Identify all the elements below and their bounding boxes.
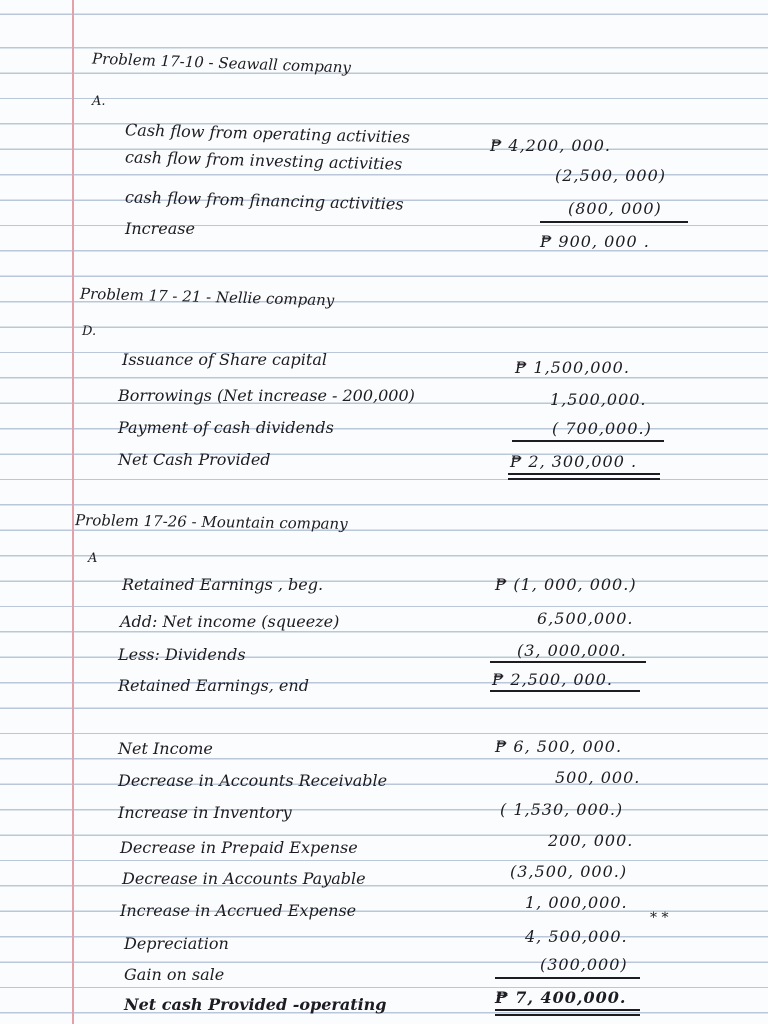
row-label: Depreciation xyxy=(124,934,229,953)
double-underline xyxy=(495,1009,640,1011)
double-underline xyxy=(490,690,640,692)
row-amount: 4, 500,000. xyxy=(525,927,628,946)
row-amount: 500, 000. xyxy=(555,768,641,787)
row-label: Increase xyxy=(125,219,195,238)
asterisk-annotation: * * xyxy=(650,910,669,926)
row-amount: 6,500,000. xyxy=(537,609,634,628)
problem-heading-17-10: Problem 17-10 - Seawall company xyxy=(91,49,352,77)
row-label: cash flow from investing activities xyxy=(124,147,403,174)
row-label: cash flow from financing activities xyxy=(124,187,404,214)
problem-heading-17-21: Problem 17 - 21 - Nellie company xyxy=(79,284,335,310)
row-amount: ( 700,000.) xyxy=(552,419,652,438)
row-label: Decrease in Prepaid Expense xyxy=(120,838,358,857)
row-amount: 200, 000. xyxy=(548,831,634,850)
total-underline xyxy=(512,440,664,442)
section-letter: A. xyxy=(92,94,106,109)
row-amount: ₱ 6, 500, 000. xyxy=(495,737,623,756)
row-amount: ₱ 1,500,000. xyxy=(515,358,630,377)
problem-heading-17-26: Problem 17-26 - Mountain company xyxy=(74,511,348,533)
total-underline xyxy=(540,221,688,223)
row-label: Net Cash Provided xyxy=(118,450,271,469)
row-label: Increase in Accrued Expense xyxy=(120,901,357,920)
row-label: Retained Earnings, end xyxy=(118,676,309,695)
row-label: Borrowings (Net increase - 200,000) xyxy=(118,386,415,405)
row-label: Issuance of Share capital xyxy=(122,350,327,369)
row-amount: ₱ 2,500, 000. xyxy=(492,670,613,689)
row-label: Less: Dividends xyxy=(118,645,246,664)
row-amount: ₱ 2, 300,000 . xyxy=(510,452,638,471)
row-amount: (800, 000) xyxy=(568,199,662,218)
row-label: Payment of cash dividends xyxy=(118,418,334,437)
row-amount: (300,000) xyxy=(540,955,628,974)
double-underline xyxy=(508,478,660,480)
row-amount: (2,500, 000) xyxy=(555,166,666,185)
margin-line xyxy=(72,0,74,1024)
row-amount: 1, 000,000. xyxy=(525,893,628,912)
row-amount: ( 1,530, 000.) xyxy=(500,800,624,819)
row-amount: ₱ 7, 400,000. xyxy=(495,988,627,1007)
section-letter: D. xyxy=(82,324,97,339)
row-label: Gain on sale xyxy=(124,965,225,984)
section-letter: A xyxy=(88,551,98,566)
row-label: Cash flow from operating activities xyxy=(124,120,411,147)
total-underline xyxy=(490,661,646,663)
total-underline xyxy=(495,977,640,979)
row-label: Net Income xyxy=(118,739,213,758)
row-amount: (3, 000,000. xyxy=(517,641,627,660)
row-label: Decrease in Accounts Payable xyxy=(122,869,366,888)
row-label: Net cash Provided -operating xyxy=(124,995,387,1014)
row-amount: 1,500,000. xyxy=(550,390,647,409)
row-label: Increase in Inventory xyxy=(118,803,292,822)
row-amount: ₱ 4,200, 000. xyxy=(490,136,611,155)
row-amount: ₱ 900, 000 . xyxy=(540,232,650,251)
row-amount: (3,500, 000.) xyxy=(510,862,628,881)
double-underline xyxy=(508,473,660,475)
row-label: Add: Net income (squeeze) xyxy=(120,612,340,631)
row-label: Decrease in Accounts Receivable xyxy=(118,771,388,790)
row-amount: ₱ (1, 000, 000.) xyxy=(495,575,637,594)
row-label: Retained Earnings , beg. xyxy=(122,575,324,594)
double-underline xyxy=(495,1014,640,1016)
